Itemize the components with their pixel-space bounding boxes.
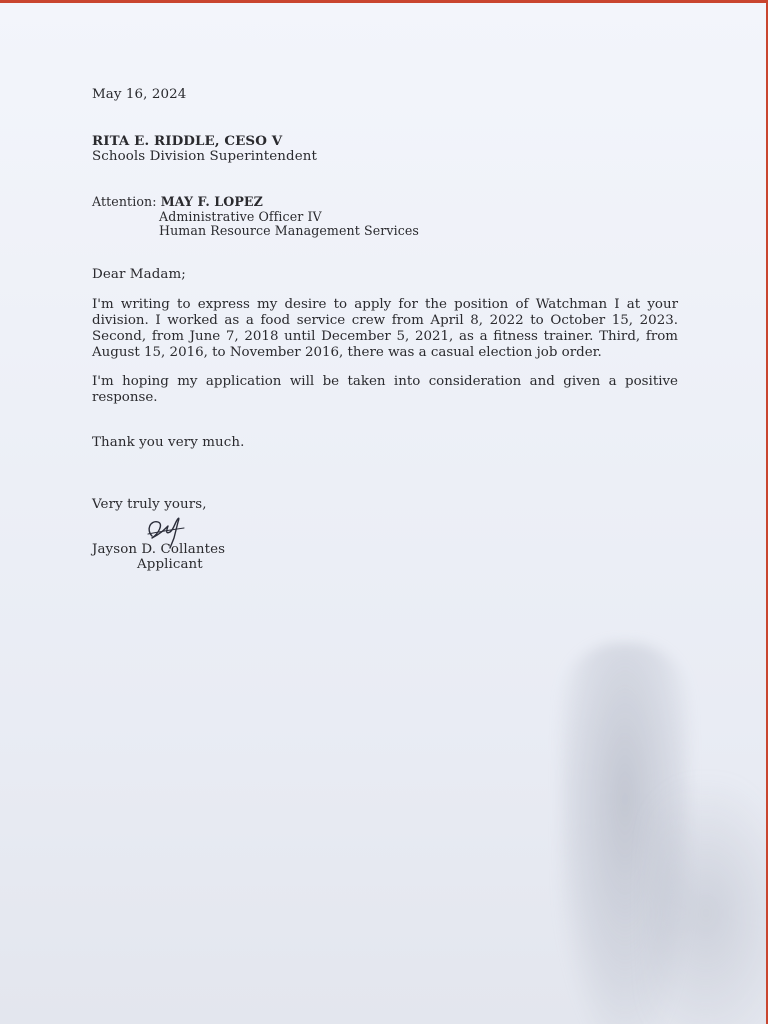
body-paragraph-1: I'm writing to express my desire to apply for the position of Watchman I at your division. I worked as a food service crew from April 8, 2022 to October 15, 2023. Second, from June 7, 2018 until December 5, 2021, as a fitness trainer. Third, from August 15, 2016, to November 2016, there was a casual election job order. <box>92 297 678 360</box>
attention-title: Administrative Officer IV <box>159 209 322 224</box>
closing-line: Very truly yours, <box>92 497 207 512</box>
salutation: Dear Madam; <box>92 267 186 282</box>
photo-shadow-secondary <box>650 783 766 1024</box>
body-paragraph-2: I'm hoping my application will be taken into consideration and given a positive response. <box>92 374 678 405</box>
letter-date: May 16, 2024 <box>92 87 187 102</box>
attention-office: Human Resource Management Services <box>159 223 419 238</box>
attention-label: Attention: <box>92 194 161 209</box>
thanks-line: Thank you very much. <box>92 435 245 450</box>
signer-role: Applicant <box>137 557 203 572</box>
attention-name: MAY F. LOPEZ <box>160 194 263 209</box>
recipient-name: RITA E. RIDDLE, CESO V <box>92 133 283 149</box>
signer-name: Jayson D. Collantes <box>92 542 226 557</box>
attention-line <box>92 194 263 210</box>
letter-paper <box>0 3 766 1024</box>
recipient-title: Schools Division Superintendent <box>92 149 317 164</box>
